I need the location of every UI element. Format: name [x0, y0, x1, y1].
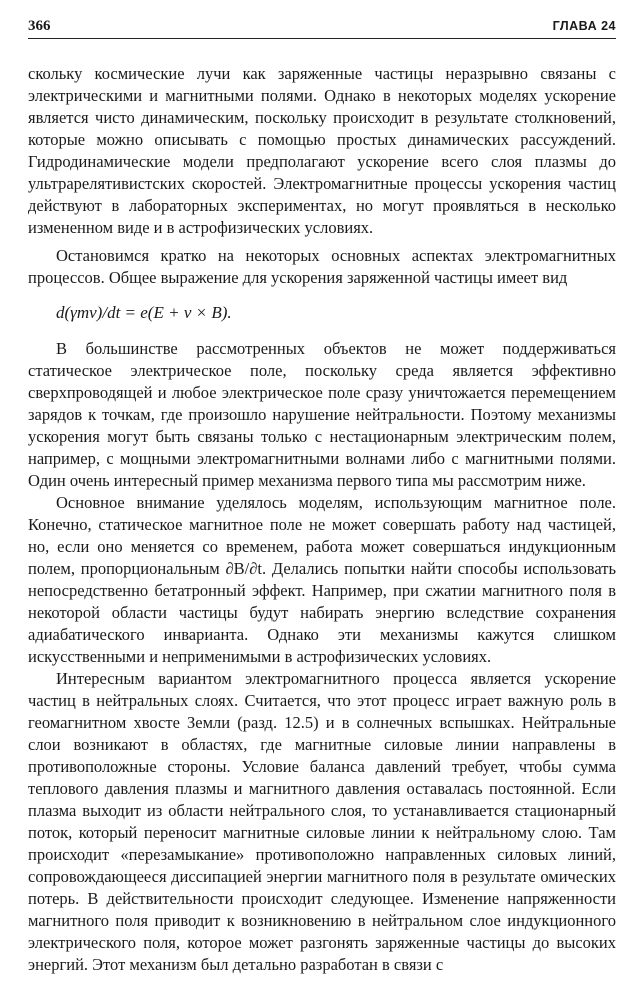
acceleration-formula: d(γmv)/dt = e(E + v × B).	[56, 303, 232, 322]
paragraph-continuation: скольку космические лучи как заряженные частицы неразрывно связаны с электрическими и магнитными полями. Однако в некоторых моделях ускорение является чисто динамическим, поскольку происходит в результате столкновений, которые можно описывать с помощью простых динамических рассуждений. Гидродинамические модели предполагают ускорение всего слоя плазмы до ультрарелятивистских скоростей. Электромагнитные процессы ускорения частиц действуют в лабораторных экспериментах, но могут проявляться в несколько измененном виде и в астрофизических условиях.	[28, 64, 616, 237]
paragraph-electromagnetic-aspects: Остановимся кратко на некоторых основных аспектах электромагнитных процессов. Общее выражение для ускорения заряженной частицы имеет вид	[28, 246, 616, 287]
running-header	[28, 18, 616, 39]
book-page	[28, 18, 616, 976]
page-number: 366	[28, 18, 51, 34]
paragraph-static-field: В большинстве рассмотренных объектов не может поддерживаться статическое электрическое поле, поскольку среда является эффективно сверхпроводящей и любое электрическое поле сразу уничтожается перемещением зарядов к точкам, где произошло нарушение нейтральности. Поэтому механизмы ускорения могут быть связаны только с нестационарным электрическим полем, например, с мощными электромагнитными волнами либо с магнитными полями. Один очень интересный пример механизма первого типа мы рассмотрим ниже.	[28, 339, 616, 490]
chapter-title: ГЛАВА 24	[552, 19, 616, 33]
paragraph-magnetic-models: Основное внимание уделялось моделям, использующим магнитное поле. Конечно, статическое магнитное поле не может совершать работу над частицей, но, если оно меняется со временем, работа может совершаться индукционным полем, пропорциональным ∂B/∂t. Делались попытки найти способы использовать непосредственно бетатронный эффект. Например, при сжатии магнитного поля в некоторой области частицы будут набирать энергию вследствие сохранения адиабатического инварианта. Однако эти механизмы кажутся слишком искусственными и неприменимыми в астрофизических условиях.	[28, 493, 616, 666]
paragraph-neutral-sheets: Интересным вариантом электромагнитного процесса является ускорение частиц в нейтральных слоях. Считается, что этот процесс играет важную роль в геомагнитном хвосте Земли (разд. 12.5) и в солнечных вспышках. Нейтральные слои возникают в областях, где магнитные силовые линии направлены в противоположные стороны. Условие баланса давлений требует, чтобы сумма теплового давления плазмы и магнитного давления оставалась постоянной. Если плазма выходит из области нейтрального слоя, то устанавливается стационарный поток, который переносит магнитные силовые линии к нейтральному слою. Там происходит «перезамыкание» противоположно направленных силовых линий, сопровождающееся диссипацией энергии магнитного поля в результате омических потерь. В действительности происходит следующее. Изменение напряженности магнитного поля приводит к возникновению в нейтральном слое индукционного электрического поля, которое может разгонять заряженные частицы до высоких энергий. Этот механизм был детально разработан в связи с	[28, 669, 616, 974]
